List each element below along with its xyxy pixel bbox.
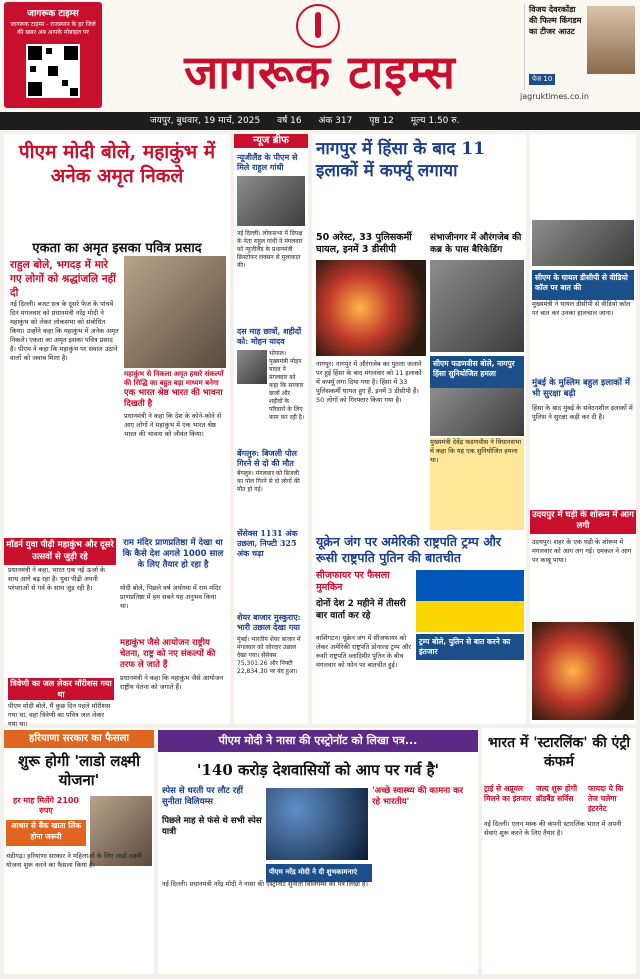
dateline-pages: पृष्ठ 12 — [369, 116, 394, 126]
lead-story-column — [4, 134, 230, 728]
ukraine-headline[interactable]: यूक्रेन जंग पर अमेरिकी राष्ट्रपति ट्रम्प और रूसी राष्ट्रपति पुतिन की बातचीत — [316, 534, 502, 565]
lead-subhead[interactable]: एकता का अमृत इसका पवित्र प्रसाद — [32, 241, 202, 256]
teaser-page: पेज 10 — [529, 74, 555, 85]
nasa-label[interactable]: पीएम मोदी ने नासा की एस्ट्रोनॉट को लिखा पत्र... — [158, 730, 478, 752]
trump-box-head[interactable]: ट्रम्प बोले, पुतिन से बात करने का इंतजार — [416, 634, 524, 660]
website-url[interactable]: jagruktimes.co.in — [520, 92, 589, 101]
cm-box-head[interactable]: सीएम फडणवीस बोले, नागपुर हिंसा सुनियोजित हमला — [430, 356, 524, 390]
cm-box-body: मुख्यमंत्री देवेंद्र फडणवीस ने विधानसभा में कहा कि यह एक सुनियोजित हमला था। — [430, 438, 524, 530]
starlink-story — [482, 728, 636, 974]
haryana-sub[interactable]: हर माह मिलेंगे 2100 रुपए — [12, 796, 80, 815]
nagpur-car-photo — [430, 260, 524, 352]
box-body: प्रधानमंत्री ने कहा कि देश के कोने-कोने से आए लोगों ने महाकुंभ में एक भारत श्रेष्ठ भारत की भावना को जीवंत किया। — [124, 412, 222, 438]
nasa-caption[interactable]: पीएम नरेंद्र मोदी ने दी शुभकामनाएं — [266, 864, 372, 882]
nagpur-body: नागपुर। नागपुर में औरंगजेब का पुतला जलाने पर हुई हिंसा के बाद मंगलवार को 11 इलाकों में कर्फ्यू लगा दिया गया है। हिंसा में 33 पुलिसकर्मी घायल हुए हैं, इनमें 3 डीसीपी हैं। 50 लोगों को गिरफ्तार किया गया है। — [316, 360, 422, 404]
nagpur-headline[interactable]: नागपुर में हिंसा के बाद 11 इलाकों में कर्फ्यू लगाया — [316, 139, 485, 181]
brief1-photo — [237, 176, 305, 226]
nasa-quote[interactable]: '140 करोड़ देशवासियों को आप पर गर्व है' — [196, 761, 440, 779]
dateline-year: वर्ष 16 — [277, 116, 302, 126]
haryana-title[interactable]: शुरू होगी 'लाडो लक्ष्मी योजना' — [18, 752, 140, 789]
nasa-sub3[interactable]: 'अच्छे स्वास्थ्य की कामना कर रहे भारतीय' — [372, 786, 464, 807]
lead-photo — [124, 256, 226, 368]
divider — [10, 192, 224, 194]
ukraine-sub2[interactable]: दोनों देश 2 महीने में तीसरी बार वार्ता कर रहे — [316, 599, 406, 621]
brief2-photo — [237, 350, 267, 384]
dateline-price: मूल्य 1.50 रु. — [410, 116, 460, 126]
nagpur-sub-right[interactable]: संभाजीनगर में औरंगजेब की कब्र के पास बैरिकेडिंग — [430, 233, 522, 255]
brief4-sub[interactable]: शेयर बाजार मुस्कुराए: भारी उछाल देखा गया — [237, 612, 301, 632]
nagpur-sub-left[interactable]: 50 अरेस्ट, 33 पुलिसकर्मी घायल, इनमें 3 डीसीपी — [316, 232, 412, 255]
qr-banner-text: जागरूक टाइम्स - राजस्थान के हर जिले की खबर अब आपके मोबाइल पर — [10, 21, 96, 36]
top-teaser[interactable] — [524, 4, 637, 90]
triveni-body: पीएम मोदी बोले, मैं कुछ दिन पहले मॉरीशस गया था, वहां त्रिवेणी का पवित्र जल लेकर गया था। — [8, 702, 111, 728]
ukraine-photo — [416, 570, 524, 632]
triveni-head[interactable]: त्रिवेणी का जल लेकर मॉरीशस गया था — [8, 678, 114, 700]
col4-caption1[interactable]: सीएम के घायल डीसीपी से वीडियो कॉल पर बात की — [532, 270, 634, 300]
qr-code-icon[interactable] — [26, 44, 80, 98]
brief2-body: भोपाल। मुख्यमंत्री मोहन यादव ने मंगलवार को कहा कि सरकार छात्रों और शहीदों के परिवारों के लिए काम कर रही है। — [269, 350, 305, 421]
starlink-col3[interactable]: फायदा ये कि तेज चलेगा इंटरनेट — [588, 784, 624, 813]
teaser-photo — [587, 6, 635, 74]
nasa-sub2[interactable]: पिछले माह से फंसे थे सभी स्पेस यात्री — [162, 816, 262, 837]
nasa-sub1[interactable]: स्पेस से धरती पर लौट रहीं सुनीता विलियम्स — [162, 786, 243, 807]
brief1-head[interactable]: न्यूजीलैंड के पीएम से मिले राहुल गांधी — [237, 152, 298, 172]
haryana-head[interactable]: हरियाणा सरकार का फैसला — [4, 730, 154, 748]
qr-logo: जागरूक टाइम्स — [27, 9, 79, 19]
col4-body1: मुख्यमंत्री ने घायल डीसीपी से वीडियो कॉल पर बात कर उनका हालचाल जाना। — [532, 300, 631, 317]
brief2-head[interactable]: दस माह छात्रों, शहीदों को: मोहन यादव — [237, 326, 302, 346]
newspaper-title[interactable]: जागरूक टाइम्स — [184, 45, 456, 99]
lead-headline[interactable]: पीएम मोदी बोले, महाकुंभ में अनेक अमृत निकले — [18, 141, 216, 187]
starlink-head[interactable]: भारत में 'स्टारलिंक' की एंट्री कंफर्म — [487, 735, 631, 770]
dateline-date: जयपुर, बुधवार, 19 मार्च, 2025 — [150, 116, 261, 126]
news-brief-column — [234, 134, 308, 724]
nagpur-fire-photo — [316, 260, 426, 356]
qr-promo-box — [4, 2, 102, 108]
kumbh-body: प्रधानमंत्री ने कहा कि महाकुंभ जैसे आयोजन राष्ट्रीय चेतना को जगाते हैं। — [120, 674, 224, 691]
nasa-story — [158, 728, 478, 974]
lead-body: नई दिल्ली। बजट सत्र के दूसरे फेज के पांचवें दिन मंगलवार को प्रधानमंत्री नरेंद्र मोदी ने महाकुंभ को लेकर लोकसभा को संबोधित किया। उन्होंने कहा कि महाकुंभ में अनेक अमृत निकले। एकता का अमृत इसका पवित्र प्रसाद है। पीएम ने कहा कि महाकुंभ पर सवाल उठाने वालों को जवाब मिला है। — [10, 300, 119, 362]
right-column — [530, 134, 636, 724]
udaipur-body: उदयपुर। शहर के एक घड़ी के शोरूम में मंगलवार को आग लग गई। दमकल ने आग पर काबू पाया। — [532, 538, 632, 564]
teaser-text: विजय देवरकोंडा की फिल्म किंगडम का टीजर आउट — [529, 5, 582, 36]
brief4-body: मुंबई। भारतीय शेयर बाजार में मंगलवार को जोरदार उछाल देखा गया। सेंसेक्स 75,301.26 और निफ्टी 22,834.30 पर बंद हुआ। — [237, 636, 301, 675]
nasa-body: नई दिल्ली। प्रधानमंत्री नरेंद्र मोदी ने नासा की एस्ट्रोनॉट सुनीता विलियम्स को पत्र लिखा है। — [162, 880, 368, 888]
mumbai-body: हिंसा के बाद मुंबई के संवेदनशील इलाकों में पुलिस ने सुरक्षा कड़ी कर दी है। — [532, 404, 633, 421]
udaipur-fire-photo — [532, 622, 634, 720]
side-quote[interactable]: राहुल बोले, भगदड़ में मारे गए लोगों को श्रद्धांजलि नहीं दी — [10, 259, 116, 299]
nasa-photo — [266, 788, 368, 860]
damaged-car-photo — [532, 220, 634, 266]
ukraine-body: वाशिंगटन। यूक्रेन जंग में सीजफायर को लेकर अमेरिकी राष्ट्रपति डोनाल्ड ट्रम्प और रूसी राष्ट्रपति व्लादिमीर पुतिन के बीच मंगलवार को फोन पर बातचीत हुई। — [316, 634, 412, 669]
brief4-head[interactable]: सेंसेक्स 1131 अंक उछला, निफ्टी 325 अंक चढ़ा — [237, 528, 298, 558]
lead-photo-caption: महाकुंभ से निकला अमृत हमारे संकल्पों की सिद्धि का बहुत बड़ा माध्यम बनेगा — [124, 370, 224, 387]
news-brief-label: न्यूज ब्रीफ — [234, 134, 308, 148]
kumbh-head[interactable]: महाकुंभ जैसे आयोजन राष्ट्रीय चेतना, राष्ट्र को नए संकल्पों की तरफ ले जाते हैं — [120, 638, 216, 670]
haryana-story — [4, 728, 154, 974]
udaipur-label[interactable]: उदयपुर में घड़ी के शोरूम में आग लगी — [530, 510, 636, 534]
ukraine-sub[interactable]: सीजफायर पर फैसला मुमकिन — [316, 570, 390, 593]
ram-body: मोदी बोले, पिछले वर्ष अयोध्या में राम मंदिर प्राणप्रतिष्ठा में हम सबने यह अनुभव किया था। — [120, 584, 221, 610]
dateline-issue: अंक 317 — [318, 116, 353, 126]
nagpur-story-column — [312, 134, 526, 724]
lower-body: प्रधानमंत्री ने कहा, भारत एक नई ऊर्जा के साथ आगे बढ़ रहा है। युवा पीढ़ी अपनी परंपराओं से गर्व के साथ जुड़ रही है। — [8, 566, 106, 592]
brief3-head[interactable]: बेंगलुरु: बिजली पोल गिरने से दो की मौत — [237, 448, 297, 468]
lower-headline[interactable]: मॉडर्न युवा पीढ़ी महाकुंभ और दूसरे उत्सवों से जुड़ी रहे — [4, 538, 116, 565]
box-head[interactable]: एक भारत श्रेष्ठ भारत की भावना दिखती है — [124, 388, 223, 409]
cm-photo — [430, 388, 524, 436]
starlink-col1[interactable]: ट्राई से अप्रूवल मिलने का इंतजार — [484, 784, 532, 803]
haryana-body: चंडीगढ़। हरियाणा सरकार ने महिलाओं के लिए लाडो लक्ष्मी योजना शुरू करने का फैसला किया है। — [6, 852, 142, 869]
ram-head[interactable]: राम मंदिर प्राणप्रतिष्ठा में देखा था कि कैसे देश अगले 1000 साल के लिए तैयार हो रहा है — [122, 538, 224, 570]
starlink-col2[interactable]: जल्द शुरू होगी ब्रॉडबैंड सर्विस — [536, 784, 578, 803]
starlink-body: नई दिल्ली। एलन मस्क की कंपनी स्टारलिंक भारत में अपनी सेवाएं शुरू करने के लिए तैयार है। — [484, 820, 622, 837]
mumbai-head[interactable]: मुंबई के मुस्लिम बहुल इलाकों में भी सुरक्षा बढ़ी — [532, 378, 630, 399]
brief3-body: बेंगलुरु। मंगलवार को बिजली का पोल गिरने से दो लोगों की मौत हो गई। — [237, 470, 300, 493]
haryana-sub2[interactable]: आधार से बैंक खाता लिंक होना जरूरी — [6, 820, 86, 846]
brief1-body: नई दिल्ली। लोकसभा में विपक्ष के नेता राहुल गांधी ने मंगलवार को न्यूजीलैंड के प्रधानमंत्री क्रिस्टोफर लक्सन से मुलाकात की। — [237, 230, 303, 269]
dateline-bar — [0, 112, 640, 130]
